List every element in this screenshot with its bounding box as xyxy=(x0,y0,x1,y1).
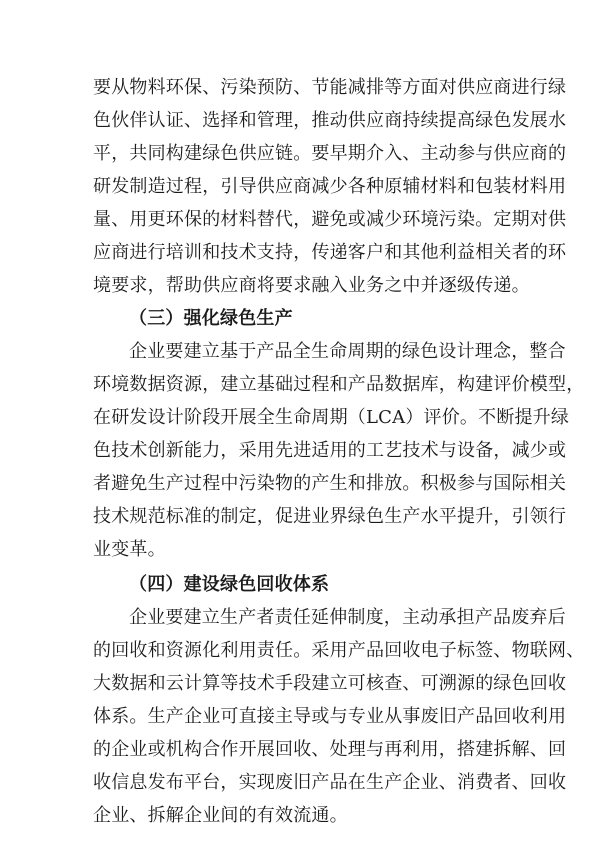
section4-line: 的回收和资源化利用责任。采用产品回收电子标签、物联网、 xyxy=(93,640,585,661)
section4-line: 大数据和云计算等技术手段建立可核查、可溯源的绿色回收 xyxy=(93,673,567,694)
section3-line: 者避免生产过程中污染物的产生和排放。积极参与国际相关 xyxy=(93,473,567,494)
section4-line: 企业要建立生产者责任延伸制度，主动承担产品废弃后 xyxy=(129,607,566,628)
section3-line: 色技术创新能力，采用先进适用的工艺技术与设备，减少或 xyxy=(93,440,567,461)
section3-line: 技术规范标准的制定，促进业界绿色生产水平提升，引领行 xyxy=(93,506,567,527)
paragraph1-line: 应商进行培训和技术支持，传递客户和其他利益相关者的环 xyxy=(93,242,567,263)
section4-heading: （四）建设绿色回收体系 xyxy=(129,574,330,595)
section3-line: 环境数据资源，建立基础过程和产品数据库，构建评价模型， xyxy=(93,374,585,395)
section4-line: 收信息发布平台，实现废旧产品在生产企业、消费者、回收 xyxy=(93,772,567,793)
section3-line: 在研发设计阶段开展全生命周期（LCA）评价。不断提升绿 xyxy=(93,407,570,428)
section4-line: 的企业或机构合作开展回收、处理与再利用，搭建拆解、回 xyxy=(93,739,567,760)
paragraph1-line: 色伙伴认证、选择和管理，推动供应商持续提高绿色发展水 xyxy=(93,110,567,131)
section3-line: 业变革。 xyxy=(93,539,166,560)
section3-line: 企业要建立基于产品全生命周期的绿色设计理念，整合 xyxy=(129,341,566,362)
section4-line: 企业、拆解企业间的有效流通。 xyxy=(93,805,348,826)
paragraph1-line: 平，共同构建绿色供应链。要早期介入、主动参与供应商的 xyxy=(93,143,567,164)
section3-heading: （三）强化绿色生产 xyxy=(129,308,293,329)
paragraph1-line: 要从物料环保、污染预防、节能减排等方面对供应商进行绿 xyxy=(93,77,567,98)
section4-line: 体系。生产企业可直接主导或与专业从事废旧产品回收利用 xyxy=(93,706,567,727)
paragraph1-line: 境要求，帮助供应商将要求融入业务之中并逐级传递。 xyxy=(93,275,530,296)
paragraph1-line: 研发制造过程，引导供应商减少各种原辅材料和包装材料用 xyxy=(93,176,567,197)
paragraph1-line: 量、用更环保的材料替代，避免或减少环境污染。定期对供 xyxy=(93,209,567,230)
